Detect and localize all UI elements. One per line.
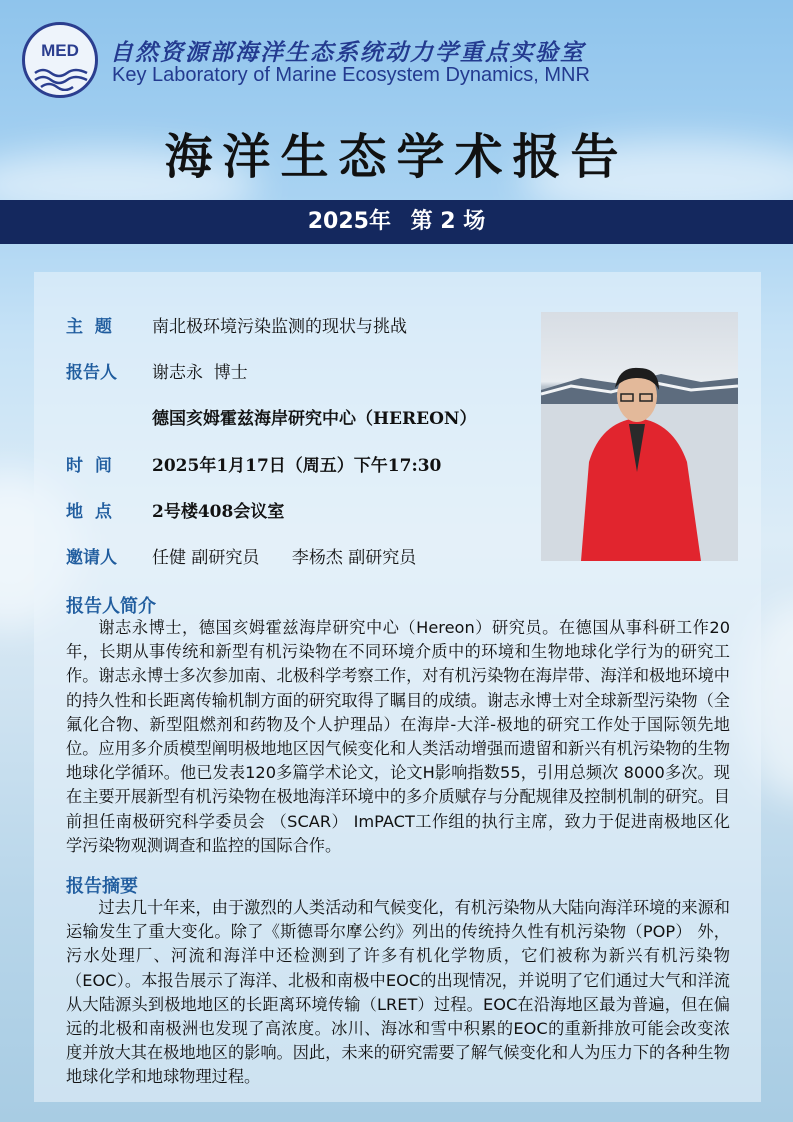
session-banner [0, 200, 793, 244]
topic-label: 主 题 [66, 317, 112, 337]
speaker-value: 谢志永 博士 [152, 363, 248, 383]
affiliation-row [66, 404, 476, 429]
inviter-value: 任健 副研究员 李杨杰 副研究员 [152, 548, 417, 568]
inviter-label: 邀请人 [66, 548, 117, 568]
speaker-label: 报告人 [66, 363, 117, 383]
abstract-title: 报告摘要 [66, 876, 138, 897]
topic-row [66, 312, 407, 337]
speaker-row [66, 358, 248, 383]
speaker-portrait-image [541, 312, 738, 561]
lab-name-en: Key Laboratory of Marine Ecosystem Dynamics, MNR [112, 64, 590, 86]
logo-text: MED [41, 41, 79, 60]
wave-icon [33, 65, 89, 91]
inviter-row [66, 543, 416, 568]
place-row [66, 497, 284, 522]
bio-text: 谢志永博士，德国亥姆霍兹海岸研究中心（Hereon）研究员。在德国从事科研工作20年，长期从事传统和新型有机污染物在不同环境介质中的环境和生物地球化学行为的研究工作。谢志永博士多次参加南、北极科学考察工作，对有机污染物在海岸带、海洋和极地环境中的持久性和长距离传输机制方面的研究取得了瞩目的成绩。谢志永博士对全球新型污染物（全氟化合物、新型阻燃剂和药物及个人护理品）在海岸-大洋-极地的研究工作处于国际领先地位。应用多介质模型阐明极地地区因气候变化和人类活动增强而遗留和新兴有机污染物的生物地球化学循环。他已发表120多篇学术论文，论文H影响指数55，引用总频次 8000多次。现在主要开展新型有机污染物在极地海洋环境中的多介质赋存与分配规律及控制机制的研究。目前担任南极研究科学委员会 （SCAR） ImPACT工作组的执行主席，致力于促进南极地区化学污染物观测调查和监控的国际合作。 [66, 618, 730, 855]
banner-year: 2025年 [307, 209, 391, 234]
lab-name-cn: 自然资源部海洋生态系统动力学重点实验室 [110, 40, 585, 66]
header [0, 0, 793, 200]
time-label: 时 间 [66, 456, 112, 476]
speaker-photo [541, 312, 738, 561]
page-title: 海洋生态学术报告 [164, 129, 629, 185]
med-logo [22, 22, 98, 98]
place-label: 地 点 [66, 502, 112, 522]
topic-value: 南北极环境污染监测的现状与挑战 [152, 317, 407, 337]
time-value: 2025年1月17日（周五）下午17:30 [152, 456, 442, 476]
banner-session: 第 2 场 [410, 209, 486, 234]
time-row [66, 451, 441, 476]
abstract-text: 过去几十年来，由于激烈的人类活动和气候变化，有机污染物从大陆向海洋环境的来源和运输发生了重大变化。除了《斯德哥尔摩公约》列出的传统持久性有机污染物（POP） 外，污水处理厂、河流和海洋中还检测到了许多有机化学物质，它们被称为新兴有机污染物（EOC）。本报告展示了海洋、北极和南极中EOC的出现情况，并说明了它们通过大气和洋流从大陆源头到极地地区的长距离环境传输（LRET）过程。EOC在沿海地区最为普遍，但在偏远的北极和南极洲也发现了高浓度。冰川、海冰和雪中积累的EOC的重新排放可能会改变浓度并放大其在极地地区的影响。因此，未来的研究需要了解气候变化和人为压力下的各种生物地球化学和地球物理过程。 [66, 898, 730, 1087]
place-value: 2号楼408会议室 [152, 502, 285, 522]
affiliation-value: 德国亥姆霍兹海岸研究中心（HEREON） [152, 409, 477, 429]
bio-title: 报告人简介 [66, 596, 156, 617]
